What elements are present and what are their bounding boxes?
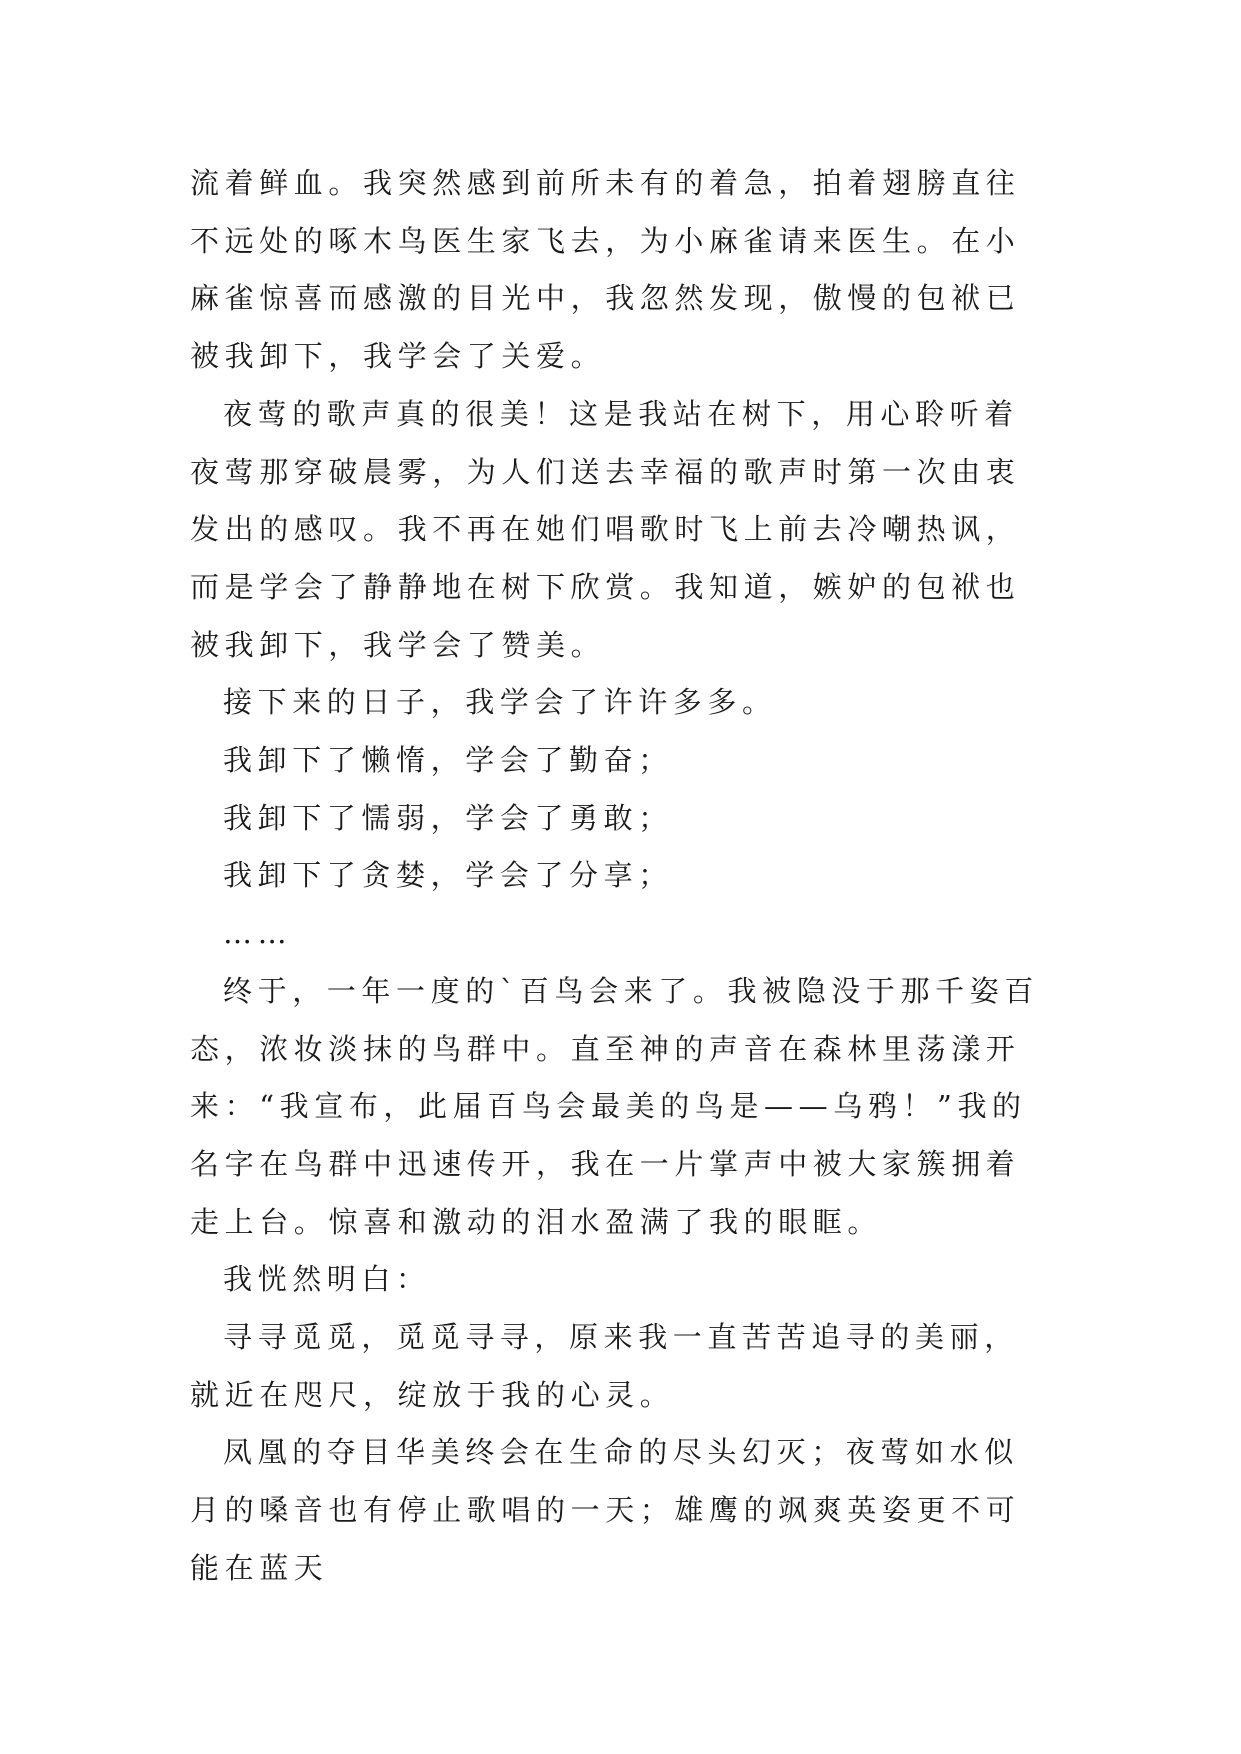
paragraph: 我卸下了懒惰，学会了勤奋； (223, 743, 673, 778)
paragraph: 夜莺的歌声真的很美！这是我站在树下，用心聆听着夜莺那穿破晨雾，为人们送去幸福的歌声时第一次由衷发出的感叹。我不再在她们唱歌时飞上前去冷嘲热讽，而是学会了静静地在树下欣赏。我知道，嫉妒的包袱也被我卸下，我学会了赞美。 (190, 396, 1021, 662)
paragraph: 我卸下了懦弱，学会了勇敢； (223, 800, 673, 835)
paragraph: …… (223, 916, 293, 951)
document-body (190, 155, 1052, 1598)
paragraph: 凤凰的夺目华美终会在生命的尽头幻灭；夜莺如水似月的嗓音也有停止歌唱的一天；雄鹰的飒爽英姿更不可能在蓝天 (190, 1435, 1021, 1585)
paragraph: 流着鲜血。我突然感到前所未有的着急，拍着翅膀直往不远处的啄木鸟医生家飞去，为小麻雀请来医生。在小麻雀惊喜而感激的目光中，我忽然发现，傲慢的包袱已被我卸下，我学会了关爱。 (190, 166, 1021, 374)
paragraph: 接下来的日子，我学会了许许多多。 (223, 685, 777, 720)
paragraph: 寻寻觅觅，觅觅寻寻，原来我一直苦苦追寻的美丽，就近在咫尺，绽放于我的心灵。 (190, 1320, 1019, 1412)
paragraph: 我恍然明白： (223, 1262, 431, 1297)
paragraph: 终于，一年一度的`百鸟会来了。我被隐没于那千姿百态，浓妆淡抹的鸟群中。直至神的声音在森林里荡漾开来：“我宣布，此届百鸟会最美的鸟是——乌鸦！”我的名字在鸟群中迅速传开，我在一片掌声中被大家簇拥着走上台。惊喜和激动的泪水盈满了我的眼眶。 (190, 973, 1039, 1239)
paragraph: 我卸下了贪婪，学会了分享； (223, 858, 673, 893)
